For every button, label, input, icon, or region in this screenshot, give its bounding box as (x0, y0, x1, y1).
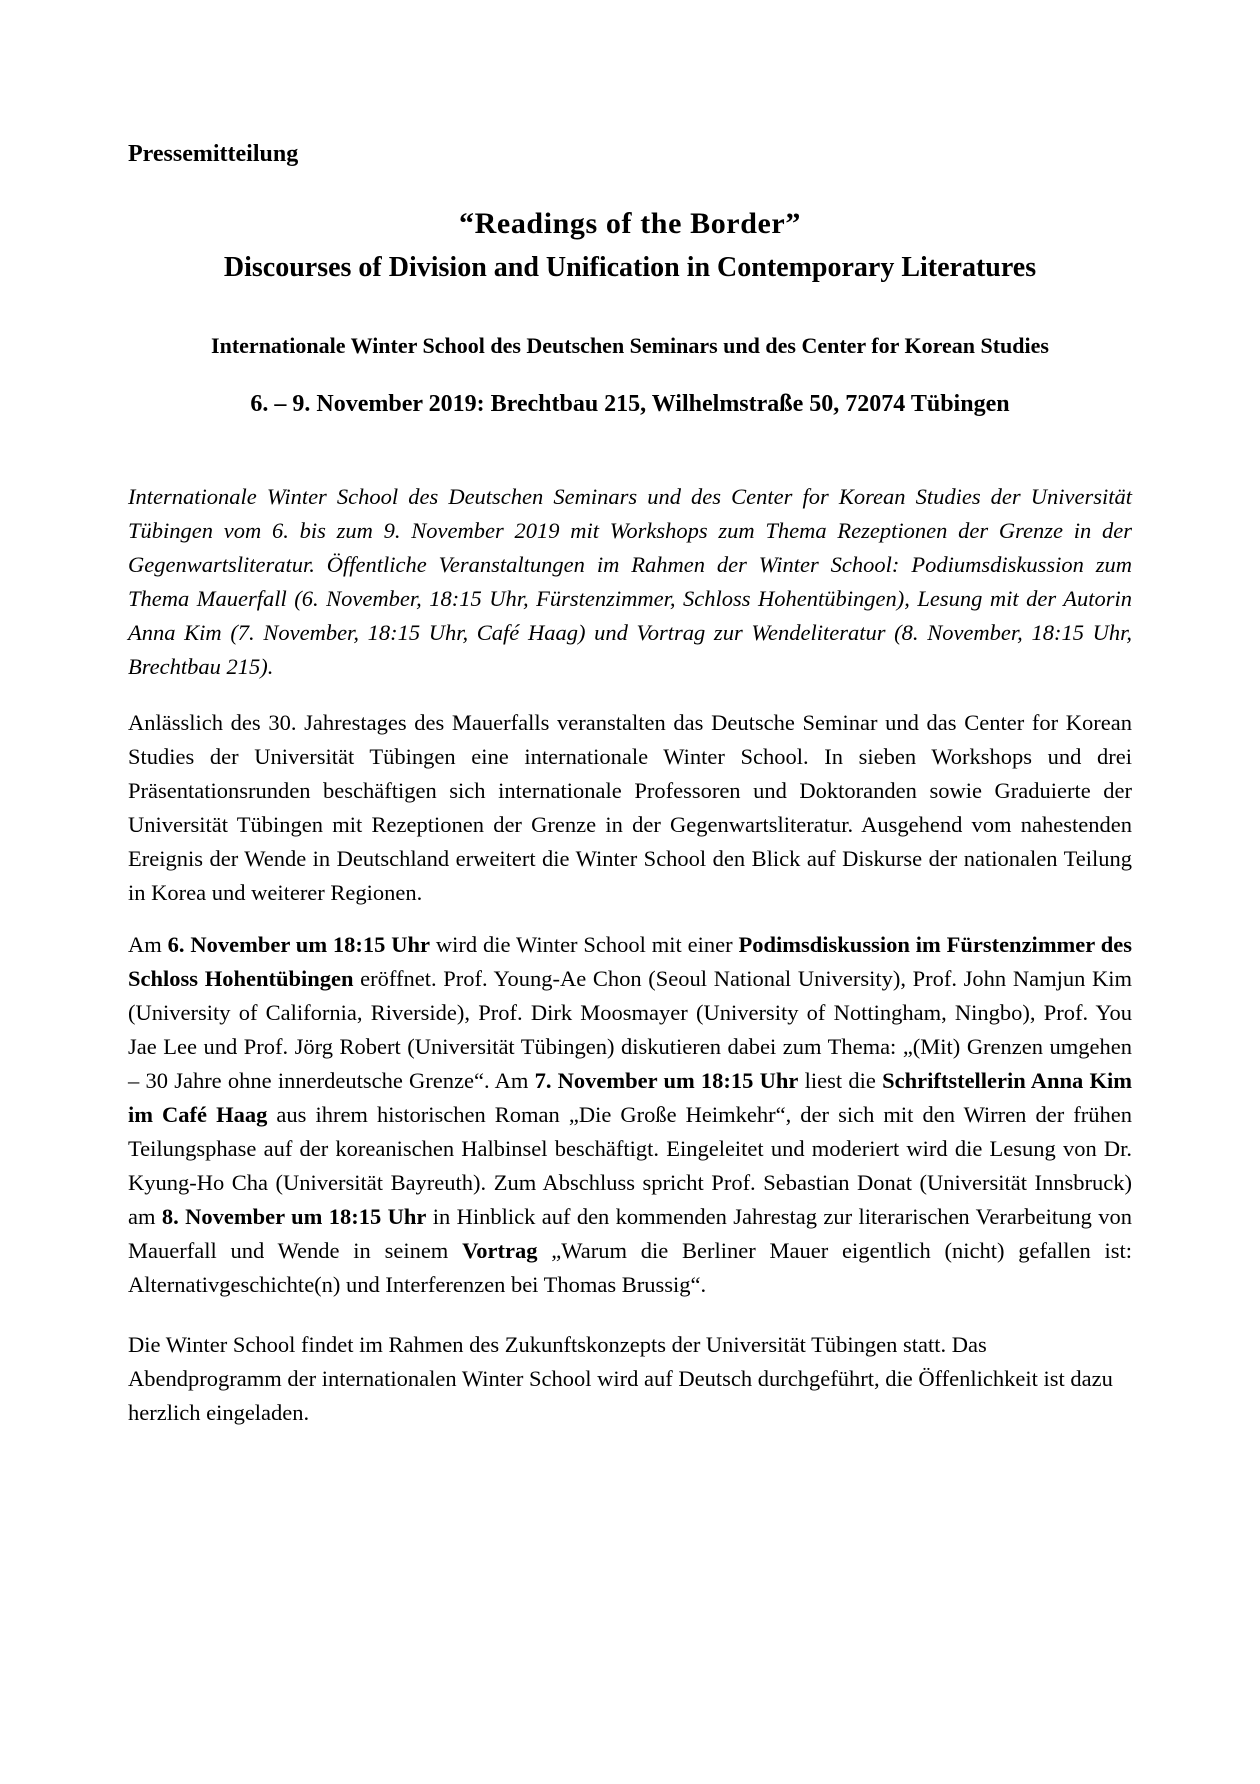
program-text: wird die Winter School mit einer (430, 932, 739, 958)
program-text: liest die (798, 1068, 883, 1094)
lead-summary-paragraph: Internationale Winter School des Deutschen Seminars und des Center for Korean Studies der Universität Tübingen vom 6. bis zum 9. November 2019 mit Workshops zum Thema Rezeptionen der Grenze in der Gegenwartsliteratur. Öffentliche Veranstaltungen im Rahmen der Winter School: Podiumsdiskussion zum Thema Mauerfall (6. November, 18:15 Uhr, Fürstenzimmer, Schloss Hohentübingen), Lesung mit der Autorin Anna Kim (7. November, 18:15 Uhr, Café Haag) und Vortrag zur Wendeliteratur (8. November, 18:15 Uhr, Brechtbau 215). (128, 484, 1132, 680)
program-highlight: 8. November um 18:15 Uhr (161, 1204, 427, 1230)
program-paragraph (128, 928, 1132, 1302)
closing-paragraph: Die Winter School findet im Rahmen des Zukunftskonzepts der Universität Tübingen statt. Das Abendprogramm der internationalen Winter School wird auf Deutsch durchgeführt, die Öffenlichkeit ist dazu herzlich eingeladen. (128, 1332, 1113, 1426)
program-text: Am (128, 932, 168, 958)
program-text: aus ihrem historischen Roman „Die Große Heimkehr“, der sich mit den Wirren der frühen Teilungsphase auf der koreanischen Halbinsel beschäftigt. Eingeleitet und moderiert wird die Lesung von Dr. Kyung-Ho Cha (Universität Bayreuth). Zum Abschluss spricht Prof. Sebastian Donat (Universität Innsbruck) am (128, 1102, 1132, 1230)
kicker-pressemitteilung: Pressemitteilung (128, 141, 299, 167)
date-venue-line: 6. – 9. November 2019: Brechtbau 215, Wilhelmstraße 50, 72074 Tübingen (250, 390, 1010, 417)
program-highlight: Vortrag (462, 1238, 538, 1264)
overview-paragraph: Anlässlich des 30. Jahrestages des Mauerfalls veranstalten das Deutsche Seminar und das Center for Korean Studies der Universität Tübingen eine internationale Winter School. In sieben Workshops und drei Präsentationsrunden beschäftigen sich internationale Professoren und Doktoranden sowie Graduierte der Universität Tübingen mit Rezeptionen der Grenze in der Gegenwartsliteratur. Ausgehend vom nahestenden Ereignis der Wende in Deutschland erweitert die Winter School den Blick auf Diskurse der nationalen Teilung in Korea und weiterer Regionen. (128, 710, 1132, 906)
program-highlight: Schriftstellerin Anna Kim im Café Haag (128, 1068, 1133, 1128)
program-text: in Hinblick auf den kommenden Jahrestag zur literarischen Verarbeitung von Mauerfall und Wende in seinem (128, 1204, 1132, 1264)
document-subtitle: Discourses of Division and Unification in Contemporary Literatures (223, 252, 1037, 284)
program-highlight: Podimsdiskussion im Fürstenzimmer des Schloss Hohentübingen (128, 932, 1132, 992)
program-highlight: 7. November um 18:15 Uhr (534, 1068, 799, 1094)
event-series-line: Internationale Winter School des Deutschen Seminars und des Center for Korean Studies (211, 333, 1049, 359)
program-text: „Warum die Berliner Mauer eigentlich (nicht) gefallen ist: Alternativgeschichte(n) und Interferenzen bei Thomas Brussig“. (128, 1238, 1132, 1298)
program-highlight: 6. November um 18:15 Uhr (167, 932, 431, 958)
program-text: eröffnet. Prof. Young-Ae Chon (Seoul National University), Prof. John Namjun Kim (University of California, Riverside), Prof. Dirk Moosmayer (University of Nottingham, Ningbo), Prof. You Jae Lee und Prof. Jörg Robert (Universität Tübingen) diskutieren dabei zum Thema: „(Mit) Grenzen umgehen – 30 Jahre ohne innerdeutsche Grenze“. Am (128, 966, 1132, 1094)
document-title: “Readings of the Border” (459, 206, 801, 240)
